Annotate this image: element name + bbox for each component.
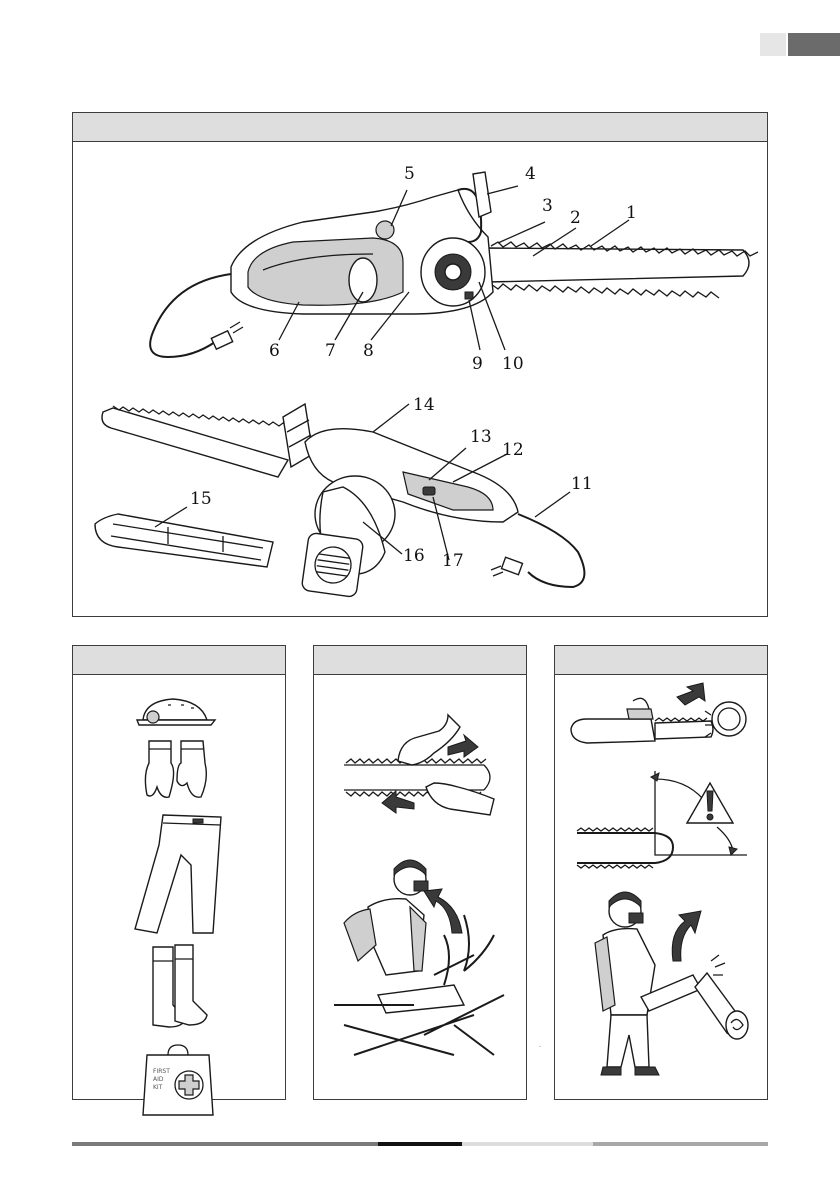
callout-11: 11 xyxy=(571,474,593,494)
callout-10: 10 xyxy=(502,354,524,374)
callout-6: 6 xyxy=(269,341,280,361)
callout-13: 13 xyxy=(470,427,492,447)
callout-12: 12 xyxy=(502,440,524,460)
helmet-icon xyxy=(137,699,215,725)
callout-15: 15 xyxy=(190,489,212,509)
kickback-panel xyxy=(554,645,768,1100)
callout-8: 8 xyxy=(363,341,374,361)
chain-check-panel-header xyxy=(314,646,526,675)
main-figure-header xyxy=(73,113,767,142)
footer-rule-2 xyxy=(378,1142,462,1146)
svg-text:.: . xyxy=(539,1042,541,1049)
callout-5: 5 xyxy=(404,164,415,184)
warning-triangle-icon xyxy=(577,771,747,868)
footer-rule-1 xyxy=(72,1142,378,1146)
kickback-panel-header xyxy=(555,646,767,675)
ppe-panel-header xyxy=(73,646,285,675)
chainsaw-top-view xyxy=(150,164,758,374)
chainsaw-kickback-icon xyxy=(571,683,746,743)
main-figure-panel xyxy=(72,112,768,617)
first-aid-label-1: FIRST xyxy=(153,1068,170,1075)
ppe-panel xyxy=(72,645,286,1100)
footer-rule-3 xyxy=(462,1142,593,1146)
lumberjack-cutting-branches-icon xyxy=(334,860,541,1055)
safety-boots-icon xyxy=(153,945,207,1027)
operator-cutting-log-icon xyxy=(595,892,748,1075)
callout-17: 17 xyxy=(442,551,464,571)
callout-16: 16 xyxy=(403,546,425,566)
callout-7: 7 xyxy=(325,341,336,361)
chainsaw-parts-diagram xyxy=(73,142,767,616)
gloves-icon xyxy=(145,741,206,797)
chain-check-panel xyxy=(313,645,541,1100)
first-aid-label-2: AID xyxy=(153,1076,164,1083)
callout-3: 3 xyxy=(542,196,553,216)
first-aid-kit-icon xyxy=(143,1045,213,1115)
callout-14: 14 xyxy=(413,395,435,415)
footer-rule-4 xyxy=(593,1142,768,1146)
callout-4: 4 xyxy=(525,164,536,184)
callout-1: 1 xyxy=(626,203,637,223)
chainsaw-bottom-view xyxy=(95,395,593,597)
language-tab-light xyxy=(760,33,786,56)
callout-9: 9 xyxy=(472,354,483,374)
hands-checking-chain-icon xyxy=(344,715,494,815)
callout-2: 2 xyxy=(570,208,581,228)
protective-trousers-icon xyxy=(135,815,221,933)
language-tab-dark xyxy=(788,33,840,56)
first-aid-label-3: KIT xyxy=(153,1084,163,1091)
